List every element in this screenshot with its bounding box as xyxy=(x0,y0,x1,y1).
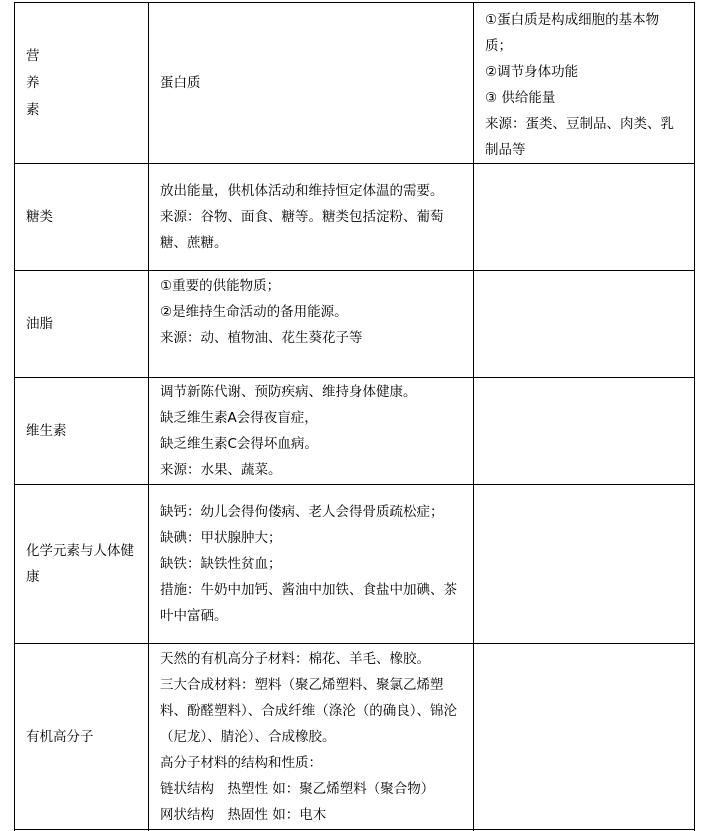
detail-line: 三大合成材料：塑料（聚乙烯塑料、聚氯乙烯塑料、酚醛塑料）、合成纤维（涤沦（的确良）、锦沦（尼龙）、腈沦）、合成橡胶。 xyxy=(160,676,457,745)
details-cell-elements xyxy=(149,485,474,644)
category-cell: 有机高分子 xyxy=(15,644,149,830)
category-cell: 油脂 xyxy=(15,271,149,378)
note-line: ①蛋白质是构成细胞的基本物质； xyxy=(485,12,660,54)
note-line: ②调节身体功能 xyxy=(485,64,579,80)
detail-line: 缺乏维生素C会得坏血病。 xyxy=(160,436,318,452)
subject-cell-protein xyxy=(149,3,474,164)
details-cell-vitamins xyxy=(149,378,474,485)
detail-line: 放出能量，供机体活动和维持恒定体温的需要。 xyxy=(160,183,444,199)
notes-cell-empty xyxy=(474,164,695,271)
category-cell: 糖类 xyxy=(15,164,149,271)
category-char: 素 xyxy=(26,101,40,118)
category-cell-nutrients xyxy=(15,3,149,164)
detail-line: 措施：牛奶中加钙、酱油中加铁、食盐中加碘、茶叶中富硒。 xyxy=(160,582,457,624)
details-cell-sugars xyxy=(149,164,474,271)
detail-line: ②是维持生命活动的备用能源。 xyxy=(160,304,348,320)
detail-line: 来源：谷物、面食、糖等。糖类包括淀粉、葡萄糖、蔗糖。 xyxy=(160,209,444,251)
detail-line: 高分子材料的结构和性质： xyxy=(160,754,322,771)
note-line: ③ 供给能量 xyxy=(485,90,556,106)
category-cell: 维生素 xyxy=(15,378,149,485)
table-row-polymers xyxy=(15,644,695,830)
detail-line: 来源：水果、蔬菜。 xyxy=(160,462,282,478)
category-cell: 化学元素与人体健康 xyxy=(15,485,149,644)
category-char: 养 xyxy=(26,74,40,91)
table-row-fats xyxy=(15,271,695,378)
detail-line: 链状结构 热塑性 如：聚乙烯塑料（聚合物） xyxy=(160,780,435,797)
detail-line: 缺乏维生素A会得夜盲症， xyxy=(160,410,318,426)
detail-line: 缺碘：甲状腺肿大； xyxy=(160,530,282,546)
detail-line: 天然的有机高分子材料：棉花、羊毛、橡胶。 xyxy=(160,650,430,667)
table-row-protein xyxy=(15,3,695,164)
detail-line: 缺铁：缺铁性贫血； xyxy=(160,556,282,572)
detail-line: 调节新陈代谢、预防疾病、维持身体健康。 xyxy=(160,384,417,400)
notes-cell-protein xyxy=(474,3,695,164)
note-line: 来源：蛋类、豆制品、肉类、乳制品等 xyxy=(485,116,674,158)
detail-line: 网状结构 热固性 如：电木 xyxy=(160,806,327,823)
detail-line: ①重要的供能物质； xyxy=(160,278,281,294)
detail-line: 来源：动、植物油、花生葵花子等 xyxy=(160,330,363,346)
table-row-vitamins xyxy=(15,378,695,485)
detail-line: 缺钙：幼儿会得佝偻病、老人会得骨质疏松症； xyxy=(160,504,444,520)
table-row-sugars xyxy=(15,164,695,271)
notes-cell-empty xyxy=(474,644,695,830)
notes-cell-empty xyxy=(474,378,695,485)
table-row-elements xyxy=(15,485,695,644)
details-cell-fats xyxy=(149,271,474,378)
notes-cell-empty xyxy=(474,485,695,644)
details-cell-polymers xyxy=(149,644,474,830)
notes-cell-empty xyxy=(474,271,695,378)
nutrition-table xyxy=(14,2,695,831)
subject-text: 蛋白质 xyxy=(160,75,201,91)
category-char: 营 xyxy=(26,47,40,64)
